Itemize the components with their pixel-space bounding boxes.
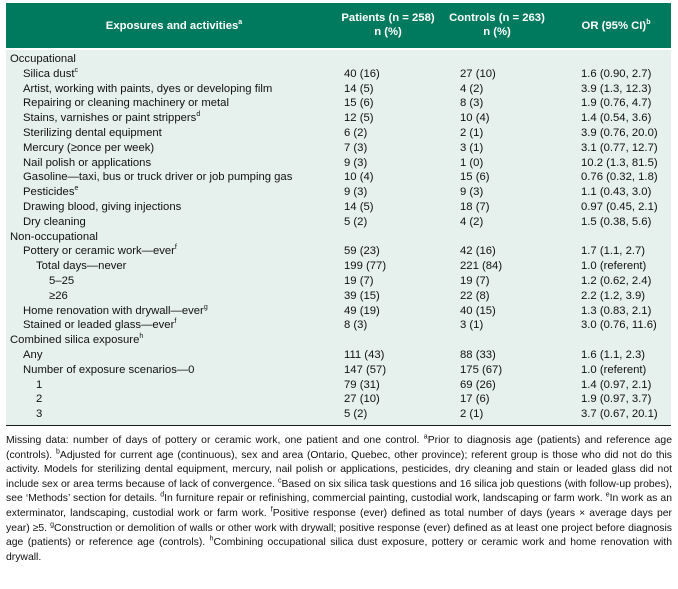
row-label-text: 1 — [36, 378, 43, 391]
table-row — [6, 392, 671, 407]
row-label-text: Pottery or ceramic work—ever — [23, 245, 175, 258]
controls-cell: 9 (3) — [460, 186, 484, 199]
row-label — [23, 96, 229, 111]
row-label — [23, 200, 181, 215]
footnote-text: Based on six silica task questions and 16 silica job questions (with follow-up probes), see ‘Methods’ section for details. — [6, 478, 672, 505]
row-label — [23, 141, 154, 156]
table-row — [6, 318, 671, 333]
row-label-text: ≥26 — [49, 289, 68, 302]
header-exposures — [6, 19, 342, 33]
controls-cell: 3 (1) — [460, 319, 484, 332]
row-label-text: Non-occupational — [10, 230, 98, 243]
footnote-marker: c — [277, 477, 282, 485]
header-or-text: OR (95% CI) — [581, 20, 647, 32]
controls-cell: 175 (67) — [460, 363, 503, 376]
table-footnotes — [6, 434, 672, 565]
table-row — [6, 348, 671, 363]
controls-cell: 40 (15) — [460, 304, 496, 317]
patients-cell: 15 (6) — [344, 97, 374, 110]
row-label — [23, 185, 78, 200]
row-label — [23, 348, 42, 363]
row-label-text: Repairing or cleaning machinery or metal — [23, 97, 229, 110]
row-label-text: Silica dust — [23, 67, 75, 80]
patients-cell: 9 (3) — [344, 186, 368, 199]
controls-cell: 69 (26) — [460, 378, 496, 391]
or-cell: 2.2 (1.2, 3.9) — [581, 289, 646, 302]
header-exposures-sup: a — [238, 19, 243, 27]
patients-cell: 40 (16) — [344, 67, 380, 80]
table-row — [6, 289, 671, 304]
or-cell: 0.76 (0.32, 1.8) — [581, 171, 658, 184]
row-label-text: Total days—never — [36, 260, 127, 273]
section-heading — [6, 333, 671, 348]
or-cell: 1.0 (referent) — [581, 260, 647, 273]
or-cell: 1.3 (0.83, 2.1) — [581, 304, 652, 317]
table-row — [6, 259, 671, 274]
or-cell: 1.9 (0.76, 4.7) — [581, 97, 652, 110]
row-label — [23, 318, 176, 333]
row-label — [49, 274, 74, 289]
row-label-text: Artist, working with paints, dyes or developing film — [23, 82, 273, 95]
or-cell: 3.9 (1.3, 12.3) — [581, 82, 652, 95]
footnote-marker: c — [74, 67, 78, 75]
patients-cell: 14 (5) — [344, 82, 374, 95]
patients-cell: 79 (31) — [344, 378, 380, 391]
patients-cell: 147 (57) — [344, 363, 387, 376]
footnote-text: Construction or demolition of walls or other work with drywall; positive response (ever) defined as at least one project before diagnosis age (patients) or reference age (controls). — [6, 522, 672, 549]
row-label-text: Home renovation with drywall—ever — [23, 304, 204, 317]
section-heading — [6, 52, 671, 67]
row-label-text: Occupational — [10, 53, 76, 65]
row-label-text: Pesticides — [23, 186, 75, 199]
patients-cell: 10 (4) — [344, 171, 374, 184]
row-label — [49, 289, 68, 304]
table-body — [6, 50, 671, 426]
controls-cell: 27 (10) — [460, 67, 496, 80]
or-cell: 1.0 (referent) — [581, 363, 647, 376]
row-label-text: Drawing blood, giving injections — [23, 200, 182, 213]
row-label-text: Gasoline—taxi, bus or truck driver or job pumping gas — [23, 171, 293, 184]
patients-cell: 5 (2) — [344, 215, 368, 228]
controls-cell: 1 (0) — [460, 156, 484, 169]
table-row — [6, 141, 671, 156]
section-heading — [6, 230, 671, 245]
row-label-text: Any — [23, 348, 43, 361]
header-or-sup: b — [646, 19, 651, 27]
controls-cell: 88 (33) — [460, 348, 496, 361]
header-exposures-text: Exposures and activities — [105, 20, 239, 32]
footnote-text: Prior to diagnosis age (patients) and reference age (controls). — [6, 435, 672, 461]
row-label-text: Mercury (≥once per week) — [23, 141, 155, 154]
row-label — [23, 304, 208, 319]
controls-cell: 8 (3) — [460, 97, 484, 110]
footnote-marker: e — [74, 185, 79, 193]
or-cell: 10.2 (1.3, 81.5) — [581, 156, 658, 169]
or-cell: 1.4 (0.97, 2.1) — [581, 378, 652, 391]
controls-cell: 4 (2) — [460, 215, 484, 228]
row-label — [23, 244, 177, 259]
footnote-marker: f — [174, 244, 177, 252]
row-label — [10, 333, 143, 348]
footnote-text: Positive response (ever) defined as total number of days (years × average days per year) ≥5. — [6, 507, 672, 534]
footnote-marker: b — [56, 448, 60, 456]
or-cell: 1.5 (0.38, 5.6) — [581, 215, 652, 228]
row-label — [36, 392, 42, 407]
row-label — [36, 378, 42, 393]
controls-cell: 3 (1) — [460, 141, 484, 154]
row-label — [23, 126, 162, 141]
patients-cell: 8 (3) — [344, 319, 368, 332]
controls-cell: 22 (8) — [460, 289, 490, 302]
or-cell: 3.7 (0.67, 20.1) — [581, 408, 658, 421]
table-row — [6, 111, 671, 126]
patients-cell: 19 (7) — [344, 274, 374, 287]
or-cell: 1.9 (0.97, 3.7) — [581, 393, 652, 406]
or-cell: 1.6 (0.90, 2.7) — [581, 67, 652, 80]
table-row — [6, 185, 671, 200]
controls-cell: 221 (84) — [460, 260, 503, 273]
footnote-marker: a — [423, 433, 428, 441]
table-row — [6, 82, 671, 97]
patients-cell: 111 (43) — [344, 348, 385, 361]
or-cell: 1.1 (0.43, 3.0) — [581, 186, 652, 199]
or-cell: 1.7 (1.1, 2.7) — [581, 245, 646, 258]
row-label — [23, 82, 272, 97]
footnote-text: In work as an exterminator, landscaping, custodial work or farm work. — [6, 493, 672, 519]
row-label — [10, 230, 98, 245]
header-or — [566, 19, 666, 33]
or-cell: 0.97 (0.45, 2.1) — [581, 200, 658, 213]
header-patients-line2: n (%) — [374, 26, 402, 38]
row-label — [36, 407, 42, 422]
patients-cell: 27 (10) — [344, 393, 380, 406]
table-header — [6, 3, 671, 48]
table-row — [6, 156, 671, 171]
or-cell: 3.0 (0.76, 11.6) — [581, 319, 657, 332]
footnote-marker: d — [160, 491, 165, 499]
row-label — [23, 156, 151, 171]
footnote-text: In furniture repair or refinishing, commercial painting, custodial work, landscaping or farm work. — [164, 493, 606, 505]
or-cell: 1.6 (1.1, 2.3) — [581, 348, 646, 361]
table-row — [6, 363, 671, 378]
table-row — [6, 304, 671, 319]
row-label-text: Combined silica exposure — [10, 334, 140, 347]
footnote-marker: f — [174, 318, 177, 326]
table-row — [6, 244, 671, 259]
controls-cell: 15 (6) — [460, 171, 490, 184]
controls-cell: 19 (7) — [460, 274, 490, 287]
footnote-marker: f — [270, 506, 273, 514]
table-row — [6, 67, 671, 82]
table-row — [6, 215, 671, 230]
row-label — [23, 215, 86, 230]
table-row — [6, 274, 671, 289]
table-row — [6, 126, 671, 141]
row-label-text: Nail polish or applications — [23, 156, 152, 169]
patients-cell: 5 (2) — [344, 408, 368, 421]
header-patients-line1: Patients (n = 258) — [341, 12, 435, 24]
patients-cell: 59 (23) — [344, 245, 380, 258]
patients-cell: 14 (5) — [344, 200, 374, 213]
or-cell: 3.9 (0.76, 20.0) — [581, 126, 658, 139]
patients-cell: 9 (3) — [344, 156, 368, 169]
controls-cell: 2 (1) — [460, 408, 484, 421]
header-patients — [338, 11, 438, 39]
row-label — [23, 67, 78, 82]
header-controls — [446, 11, 548, 39]
footnote-text: Adjusted for current age (continuous), sex and area (Ontario, Quebec, other province); referent group is those who did not do this activity. Models for sterilizing dental equipment, mercury, nail polish or applications, pesticides, dry cleaning and stain or leaded glass did not include sex or area terms because of lack of convergence. — [6, 449, 672, 490]
row-label-text: Stained or leaded glass—ever — [23, 319, 175, 332]
row-label — [36, 259, 126, 274]
or-cell: 1.4 (0.54, 3.6) — [581, 112, 652, 125]
table-row — [6, 170, 671, 185]
row-label — [23, 111, 200, 126]
table-row — [6, 378, 671, 393]
table-row — [6, 96, 671, 111]
row-label-text: Stains, varnishes or paint strippers — [23, 112, 197, 125]
table-row — [6, 407, 671, 422]
or-cell: 1.2 (0.62, 2.4) — [581, 274, 652, 287]
controls-cell: 42 (16) — [460, 245, 496, 258]
footnote-marker: e — [605, 491, 610, 499]
table-row — [6, 200, 671, 215]
controls-cell: 18 (7) — [460, 200, 490, 213]
patients-cell: 6 (2) — [344, 126, 368, 139]
footnote-marker: h — [139, 333, 144, 341]
row-label — [10, 52, 76, 67]
footnote-marker: d — [196, 111, 201, 119]
or-cell: 3.1 (0.77, 12.7) — [581, 141, 658, 154]
row-label-text: 3 — [36, 408, 43, 421]
controls-cell: 17 (6) — [460, 393, 490, 406]
row-label-text: Sterilizing dental equipment — [23, 126, 162, 139]
row-label-text: Dry cleaning — [23, 215, 86, 228]
patients-cell: 12 (5) — [344, 112, 374, 125]
footnote-marker: h — [209, 535, 214, 543]
patients-cell: 199 (77) — [344, 260, 387, 273]
header-controls-line2: n (%) — [483, 26, 511, 38]
row-label-text: 5–25 — [49, 274, 75, 287]
row-label — [23, 170, 292, 185]
footnote-marker: g — [50, 521, 54, 529]
footnote-marker: g — [203, 303, 208, 311]
row-label-text: 2 — [36, 393, 43, 406]
patients-cell: 7 (3) — [344, 141, 368, 154]
row-label — [23, 363, 194, 378]
patients-cell: 39 (15) — [344, 289, 380, 302]
header-controls-line1: Controls (n = 263) — [449, 12, 545, 24]
row-label-text: Number of exposure scenarios—0 — [23, 363, 195, 376]
controls-cell: 10 (4) — [460, 112, 490, 125]
controls-cell: 4 (2) — [460, 82, 484, 95]
controls-cell: 2 (1) — [460, 126, 484, 139]
footnote-text: Combining occupational silica dust exposure, pottery or ceramic work and home renovation with drywall. — [6, 537, 672, 563]
footnote-text: Missing data: number of days of pottery or ceramic work, one patient and one control. — [6, 435, 424, 446]
patients-cell: 49 (19) — [344, 304, 380, 317]
